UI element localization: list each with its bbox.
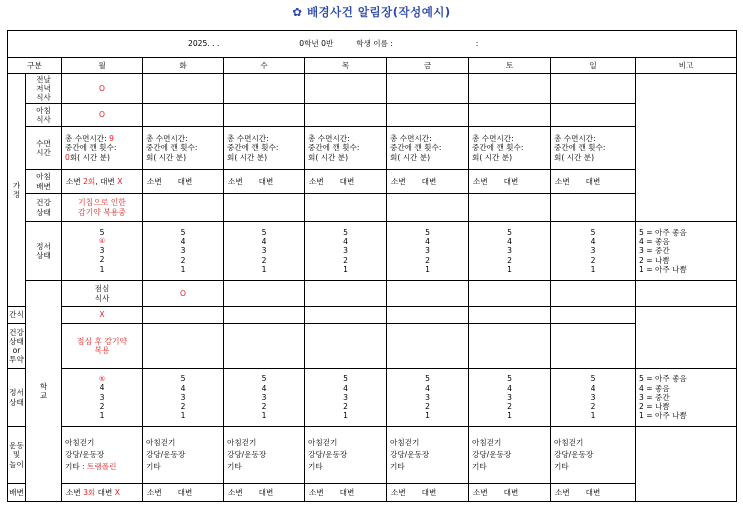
exercise-fri[interactable]: 아침걷기 강당/운동장 기타 [387, 427, 469, 484]
breakfast-wed[interactable] [224, 104, 305, 127]
school-health-fri[interactable] [387, 324, 469, 369]
notice-table [7, 30, 737, 502]
morning-excretion-sat[interactable]: 소변 대변 [469, 170, 551, 194]
school-mood-legend: 5 = 아주 좋음 4 = 좋음 3 = 중간 2 = 나쁨 1 = 아주 나쁨 [636, 369, 737, 427]
breakfast-thu[interactable] [305, 104, 387, 127]
excretion-tue[interactable]: 소변 대변 [143, 484, 224, 502]
snack-mon[interactable]: X [62, 307, 143, 324]
school-health-wed[interactable] [224, 324, 305, 369]
morning-excretion-wed[interactable]: 소변 대변 [224, 170, 305, 194]
home-health-wed[interactable] [224, 194, 305, 222]
sleep-sun[interactable]: 총 수면시간: 중간에 깬 횟수: 회( 시간 분) [551, 127, 636, 170]
exercise-mon[interactable]: 아침걷기 강당/운동장 기타 : 트램폴린 [62, 427, 143, 484]
section-home: 가 정 [8, 74, 26, 307]
exercise-tue[interactable]: 아침걷기 강당/운동장 기타 [143, 427, 224, 484]
exercise-sun[interactable]: 아침걷기 강당/운동장 기타 [551, 427, 636, 484]
school-health-tue[interactable] [143, 324, 224, 369]
sleep-mon[interactable]: 총 수면시간: 9 중간에 깬 횟수: 0회( 시간 분) [62, 127, 143, 170]
note-school-bottom[interactable] [636, 427, 737, 502]
dinner-tue[interactable] [143, 74, 224, 104]
row-label-dinner: 전날 저녁 식사 [26, 74, 62, 104]
sleep-thu[interactable]: 총 수면시간: 중간에 깬 횟수: 회( 시간 분) [305, 127, 387, 170]
row-label-breakfast: 아침 식사 [26, 104, 62, 127]
excretion-wed[interactable]: 소변 대변 [224, 484, 305, 502]
exercise-sat[interactable]: 아침걷기 강당/운동장 기타 [469, 427, 551, 484]
snack-wed[interactable] [224, 307, 305, 324]
snack-sat[interactable] [469, 307, 551, 324]
school-mood-fri[interactable]: 5 4 3 2 1 [387, 369, 469, 427]
morning-excretion-thu[interactable]: 소변 대변 [305, 170, 387, 194]
class-field[interactable]: 0학년 0반 [299, 39, 334, 49]
lunch-wed[interactable] [305, 281, 387, 307]
morning-excretion-fri[interactable]: 소변 대변 [387, 170, 469, 194]
excretion-mon[interactable]: 소변 3회 대변 X [62, 484, 143, 502]
school-mood-sat[interactable]: 5 4 3 2 1 [469, 369, 551, 427]
header-thu: 목 [305, 58, 387, 74]
home-mood-sat[interactable]: 5 4 3 2 1 [469, 222, 551, 281]
excretion-fri[interactable]: 소변 대변 [387, 484, 469, 502]
row-label-snack: 간식 [8, 307, 26, 324]
morning-excretion-mon[interactable]: 소변 2회, 대변 X [62, 170, 143, 194]
info-colon: : [475, 39, 479, 49]
breakfast-fri[interactable] [387, 104, 469, 127]
school-mood-sun[interactable]: 5 4 3 2 1 [551, 369, 636, 427]
header-sun: 일 [551, 58, 636, 74]
snack-thu[interactable] [305, 307, 387, 324]
sleep-fri[interactable]: 총 수면시간: 중간에 깬 횟수: 회( 시간 분) [387, 127, 469, 170]
home-mood-thu[interactable]: 5 4 3 2 1 [305, 222, 387, 281]
snack-tue[interactable] [143, 307, 224, 324]
morning-excretion-tue[interactable]: 소변 대변 [143, 170, 224, 194]
info-row [8, 31, 737, 58]
exercise-thu[interactable]: 아침걷기 강당/운동장 기타 [305, 427, 387, 484]
school-mood-tue[interactable]: 5 4 3 2 1 [143, 369, 224, 427]
lunch-sun[interactable] [636, 281, 737, 307]
dinner-wed[interactable] [224, 74, 305, 104]
breakfast-sun[interactable] [551, 104, 636, 127]
sleep-wed[interactable]: 총 수면시간: 중간에 깬 횟수: 회( 시간 분) [224, 127, 305, 170]
home-health-fri[interactable] [387, 194, 469, 222]
row-label-school-health: 건강 상태 or 투약 [8, 324, 26, 369]
school-mood-thu[interactable]: 5 4 3 2 1 [305, 369, 387, 427]
header-wed: 수 [224, 58, 305, 74]
school-mood-wed[interactable]: 5 4 3 2 1 [224, 369, 305, 427]
home-health-sat[interactable] [469, 194, 551, 222]
row-label-lunch: 점심 식사 [62, 281, 143, 307]
home-mood-sun[interactable]: 5 4 3 2 1 [551, 222, 636, 281]
header-sat: 토 [469, 58, 551, 74]
school-health-mon[interactable]: 점심 후 감기약 복용 [62, 324, 143, 369]
exercise-wed[interactable]: 아침걷기 강당/운동장 기타 [224, 427, 305, 484]
home-mood-mon[interactable]: 5 ④ 3 2 1 [62, 222, 143, 281]
sleep-tue[interactable]: 총 수면시간: 중간에 깬 횟수: 회( 시간 분) [143, 127, 224, 170]
home-health-tue[interactable] [143, 194, 224, 222]
date-field[interactable]: 2025. . . [188, 39, 220, 49]
header-category: 구분 [8, 58, 62, 74]
dinner-sat[interactable] [469, 74, 551, 104]
dinner-sun[interactable] [551, 74, 636, 104]
dinner-fri[interactable] [387, 74, 469, 104]
dinner-mon[interactable]: O [62, 74, 143, 104]
note-home-top[interactable] [636, 74, 737, 222]
row-label-home-mood: 정서 상태 [26, 222, 62, 281]
school-health-sat[interactable] [469, 324, 551, 369]
lunch-sat[interactable] [551, 281, 636, 307]
excretion-sat[interactable]: 소변 대변 [469, 484, 551, 502]
excretion-sun[interactable]: 소변 대변 [551, 484, 636, 502]
header-mon: 월 [62, 58, 143, 74]
home-mood-legend: 5 = 아주 좋음 4 = 좋음 3 = 중간 2 = 나쁨 1 = 아주 나쁨 [636, 222, 737, 281]
student-name-field[interactable]: 학생 이름 : [356, 39, 393, 49]
home-health-sun[interactable] [551, 194, 636, 222]
breakfast-mon[interactable]: O [62, 104, 143, 127]
lunch-tue[interactable] [224, 281, 305, 307]
header-tue: 화 [143, 58, 224, 74]
breakfast-sat[interactable] [469, 104, 551, 127]
row-label-school-mood: 정서 상태 [8, 369, 26, 427]
column-header-row [8, 58, 737, 74]
snack-fri[interactable] [387, 307, 469, 324]
school-mood-mon[interactable]: ⑤ 4 3 2 1 [62, 369, 143, 427]
home-mood-wed[interactable]: 5 4 3 2 1 [224, 222, 305, 281]
home-mood-tue[interactable]: 5 4 3 2 1 [143, 222, 224, 281]
row-label-sleep: 수면 시간 [26, 127, 62, 170]
snack-sun[interactable] [551, 307, 636, 324]
home-health-thu[interactable] [305, 194, 387, 222]
page-title: ✿ 배경사건 알림장(작성예시) [292, 5, 451, 19]
excretion-thu[interactable]: 소변 대변 [305, 484, 387, 502]
morning-excretion-sun[interactable]: 소변 대변 [551, 170, 636, 194]
sleep-sat[interactable]: 총 수면시간: 중간에 깬 횟수: 회( 시간 분) [469, 127, 551, 170]
breakfast-tue[interactable] [143, 104, 224, 127]
school-health-thu[interactable] [305, 324, 387, 369]
home-health-mon[interactable]: 기침으로 인한 감기약 복용중 [62, 194, 143, 222]
school-health-sun[interactable] [551, 324, 636, 369]
row-label-morning-excretion: 아침 배변 [26, 170, 62, 194]
header-note: 비고 [636, 58, 737, 74]
lunch-mon[interactable]: O [143, 281, 224, 307]
header-fri: 금 [387, 58, 469, 74]
row-label-excretion: 배변 [8, 484, 26, 502]
row-label-home-health: 건강 상태 [26, 194, 62, 222]
row-label-exercise: 운동 및 놀이 [8, 427, 26, 484]
dinner-thu[interactable] [305, 74, 387, 104]
lunch-fri[interactable] [469, 281, 551, 307]
home-mood-fri[interactable]: 5 4 3 2 1 [387, 222, 469, 281]
lunch-thu[interactable] [387, 281, 469, 307]
section-school: 학 교 [26, 281, 62, 502]
